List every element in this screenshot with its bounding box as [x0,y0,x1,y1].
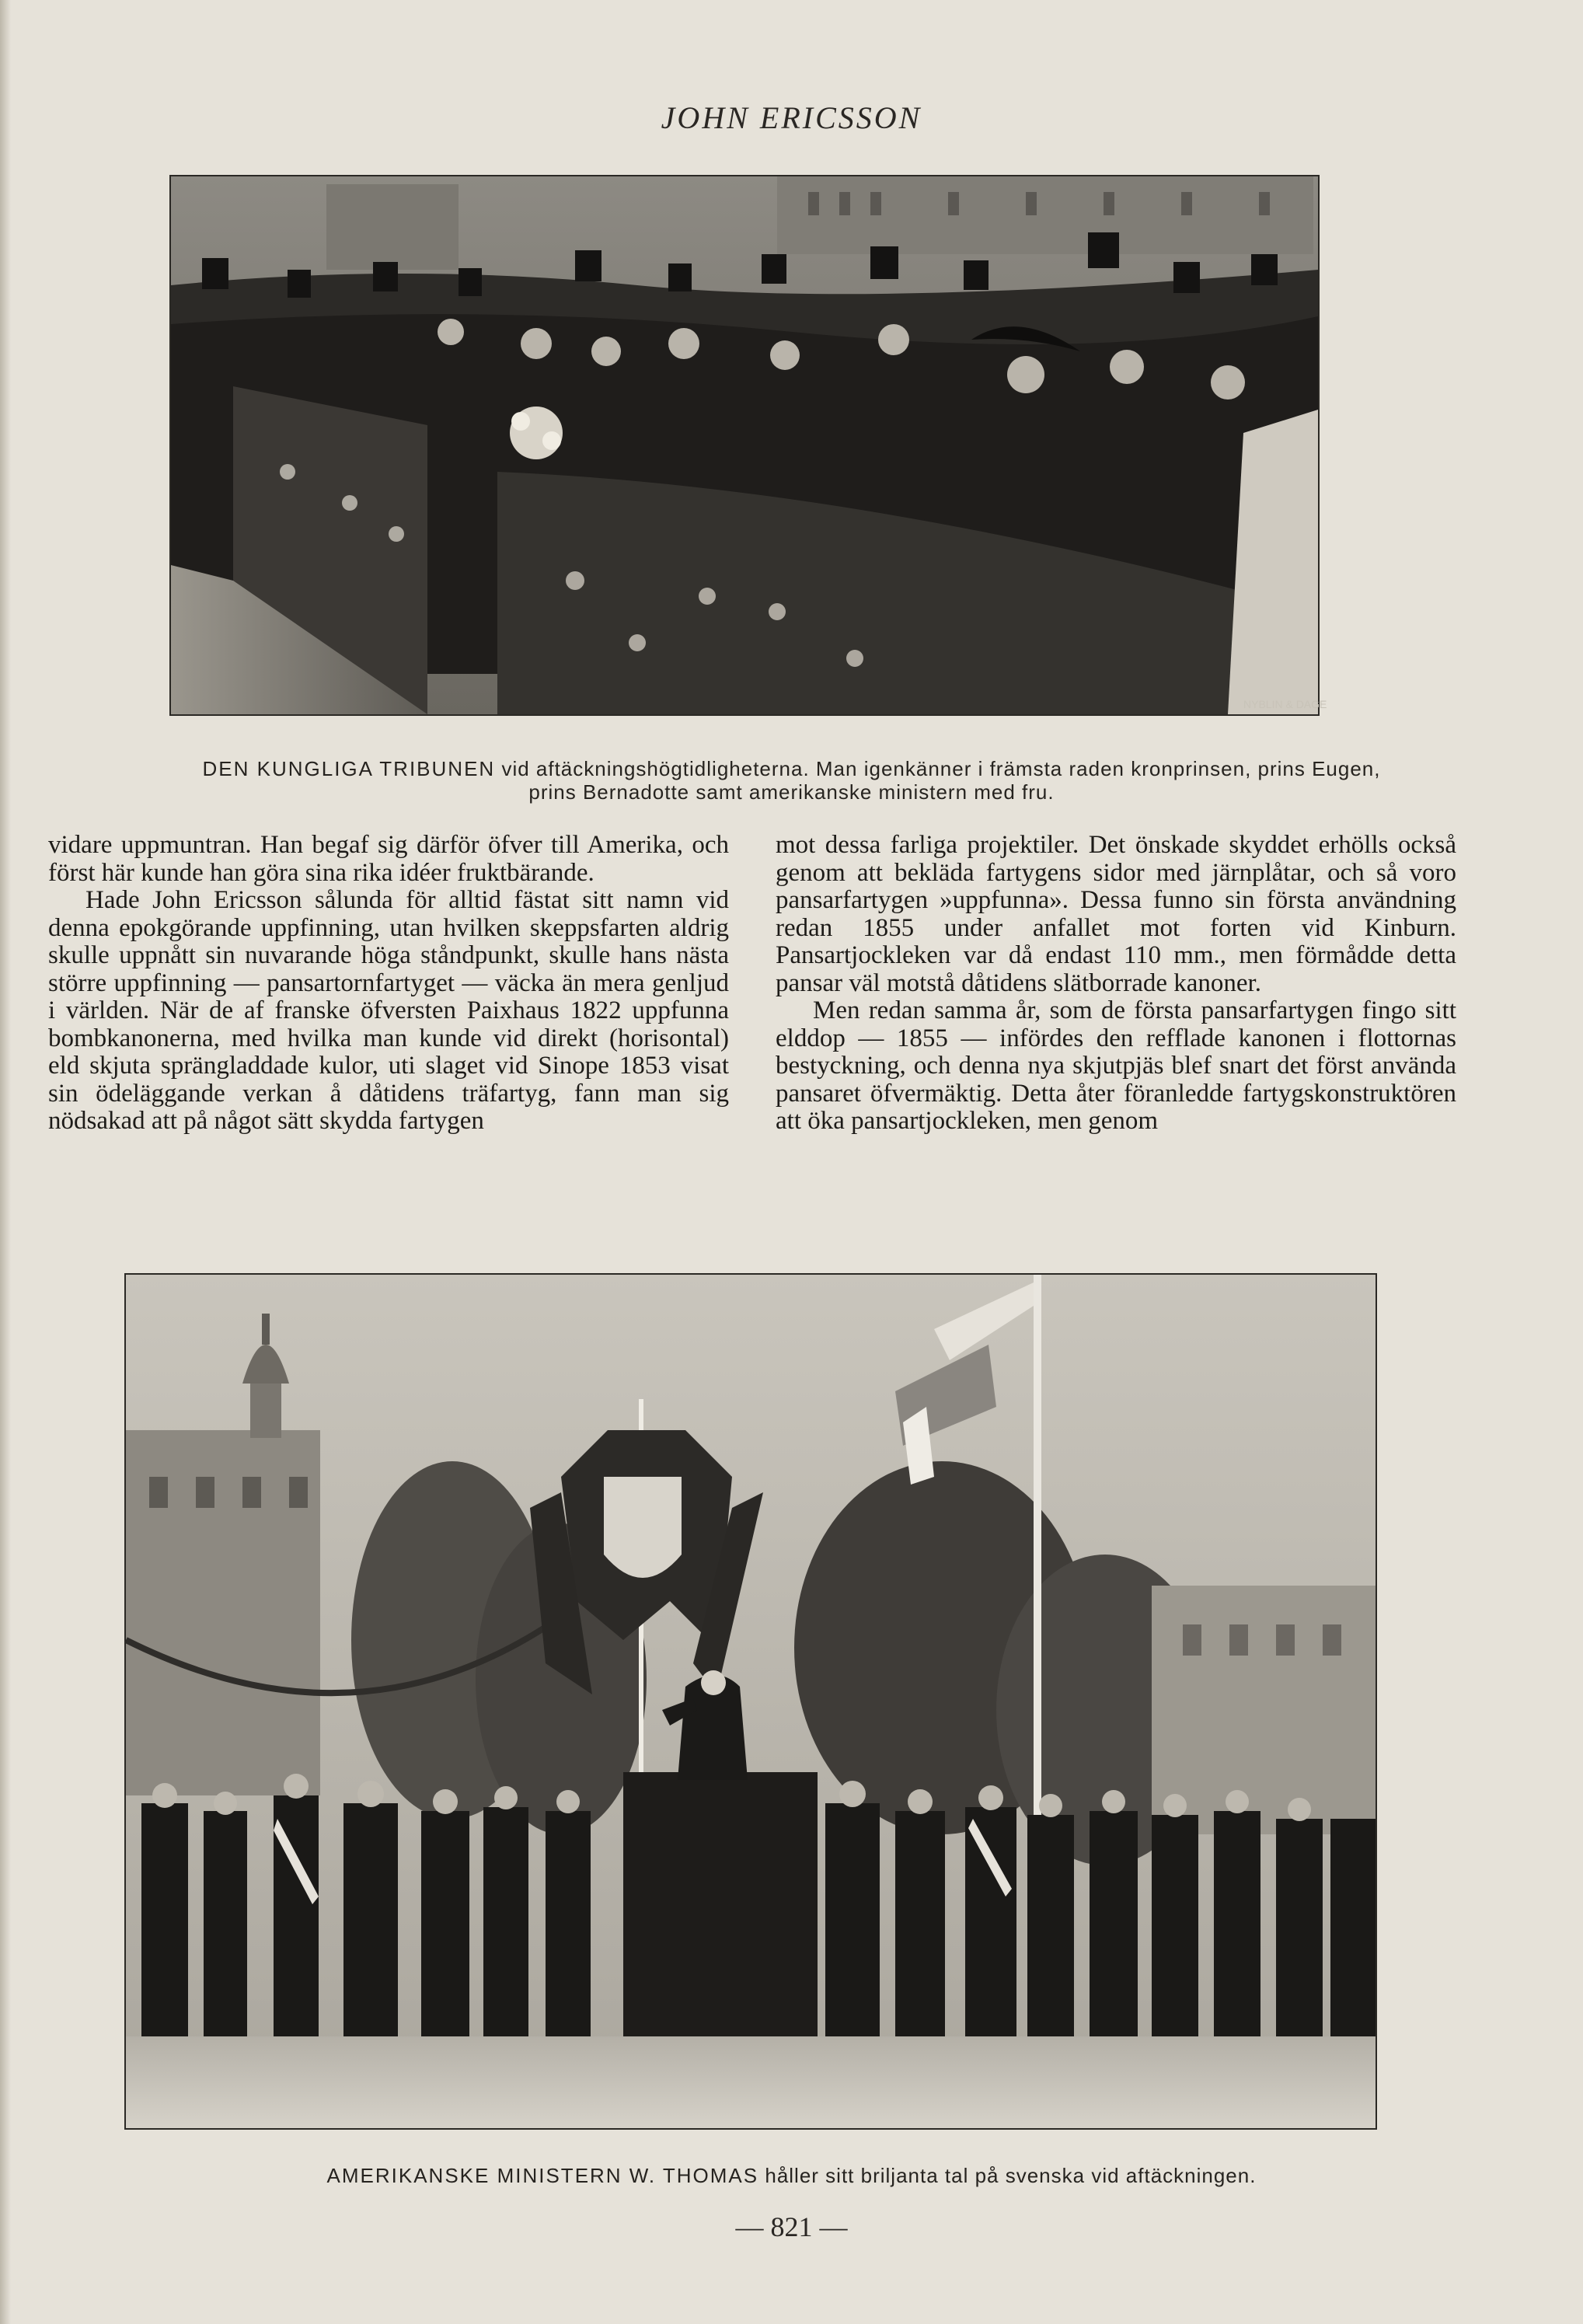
page-number: — 821 — [735,2211,848,2242]
photo-royal-tribune [169,175,1327,716]
caption-royal-tribune [62,757,1521,804]
photo-minister-speech [124,1273,1377,2130]
minister-speech-photo-illustration [126,1275,1376,2128]
royal-tribune-photo-illustration [171,176,1327,714]
paragraph: mot dessa farliga projektiler. Det önskade skyddet erhölls också genom att bekläda fartygens sidor med järnplåtar, och så voro pansarfartygen »uppfunna». Dessa funno sin första användning redan 1855 under anfallet mot forten vid Kinburn. Pansartjockleken var då endast 110 mm., men förmådde detta pansar väl motstå dåtidens slätborrade kanoner. [776,831,1456,997]
caption-royal-tribune-line1 [62,757,1521,780]
caption-minister-speech-lead: AMERIKANSKE MINISTERN W. THOMAS [326,2164,759,2187]
caption-minister-speech-rest: håller sitt briljanta tal på svenska vid aftäckningen. [765,2164,1257,2187]
text-column-left [48,832,729,1136]
caption-royal-tribune-line2: prins Bernadotte samt amerikanske ministern med fru. [528,780,1055,804]
photo-credit: NYBLIN & DAGE [1243,698,1327,710]
running-head: JOHN ERICSSON [661,100,922,135]
caption-royal-tribune-lead: DEN KUNGLIGA TRIBUNEN [202,757,496,780]
paragraph: Hade John Ericsson sålunda för alltid fästat sitt namn vid denna epokgörande uppfinning, utan hvilken skeppsfarten aldrig skulle uppnått sin nuvarande höga ståndpunkt, skulle hans nästa större uppfinning — pansartornfartyget — väcka än mera genljud i världen. När de af franske öfversten Paixhaus 1822 uppfunna bombkanonerna, med hvilka man kunde vid direkt (horisontal) eld skjuta sprängladdade kulor, uti slaget vid Sinope 1853 visat sin ödeläggande verkan å dåtidens träfartyg, fann man sig nödsakad att på något sätt skydda fartygen [48,886,729,1135]
text-column-right [776,832,1456,1136]
paragraph: Men redan samma år, som de första pansarfartygen fingo sitt elddop — 1855 — infördes den refflade kanonen i flottornas bestyckning, och denna nya skjutpjäs blef snart det först använda pansaret öfvermäktig. Detta åter föranledde fartygskonstruktören att öka pansartjockleken, men genom [776,996,1456,1135]
page-edge-shadow [0,0,11,2324]
caption-royal-tribune-rest: vid aftäckningshögtidligheterna. Man igenkänner i främsta raden kronprinsen, prins Eugen, [501,757,1381,780]
caption-minister-speech [62,2164,1521,2187]
paragraph: vidare uppmuntran. Han begaf sig därför öfver till Amerika, och först här kunde han göra sina rika idéer fruktbärande. [48,831,729,887]
